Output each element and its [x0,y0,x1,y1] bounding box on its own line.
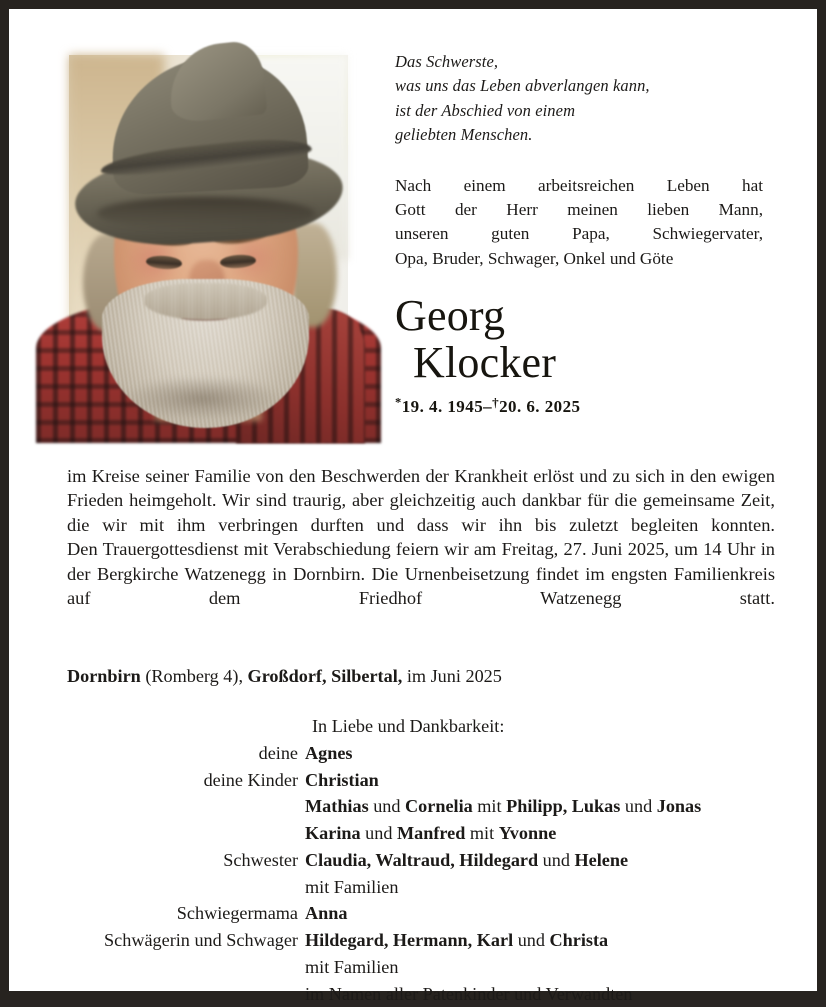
notice-date: im Juni 2025 [402,666,502,686]
photo-hat-brim-shadow [97,197,315,231]
body-paragraph-1: im Kreise seiner Familie von den Beschwerden der Krankheit erlöst und zu sich in den ewigen Frieden heimgeholt. Wir sind traurig, aber gleichzeitig auch dankbar für die gemeinsame Zeit, die wir mit ihm verbringen durften und dass wir ihn bis zuletzt begleiten konnten. [67,464,775,537]
family-names: Anna [305,900,817,927]
family-row [9,874,817,901]
family-names: Agnes [305,740,817,767]
place-secondary: Großdorf, Silbertal, [248,666,403,686]
epigraph-line-2: was uns das Leben abverlangen kann, [395,74,769,98]
life-dates [395,395,769,417]
family-names: mit Familien [305,954,817,981]
portrait-photo-inner [69,55,348,428]
family-relation: Schwiegermama [9,900,305,927]
place-address: (Romberg 4), [141,666,248,686]
family-heading: In Liebe und Dankbarkeit: [9,713,817,740]
body-text [67,464,775,611]
intro-line-3: unseren guten Papa, Schwiegervater, [395,222,763,246]
family-relation: deine Kinder [9,767,305,794]
right-column [395,9,769,417]
family-row [9,767,817,794]
family-row [9,900,817,927]
family-relation: Schwester [9,847,305,874]
family-names: Karina und Manfred mit Yvonne [305,820,817,847]
death-cross-icon: † [492,395,499,410]
family-rows [9,740,817,1007]
intro-line-2: Gott der Herr meinen lieben Mann, [395,198,763,222]
epigraph-line-3: ist der Abschied von einem [395,99,769,123]
deceased-name [395,293,769,385]
family-row [9,954,817,981]
family-relation: deine [9,740,305,767]
photo-moustache [144,283,267,320]
death-date: 20. 6. 2025 [499,397,580,416]
family-names: im Namen aller Patenkinder und Verwandten [305,981,817,1007]
birth-date: 19. 4. 1945 [402,397,483,416]
family-names: Claudia, Waltraud, Hildegard und Helene [305,847,817,874]
place-and-date-line [67,666,502,687]
photo-beard-shadow [125,376,281,421]
family-row [9,820,817,847]
family-row [9,927,817,954]
family-names: Hildegard, Hermann, Karl und Christa [305,927,817,954]
top-area [9,9,817,429]
photo-hat-peak [166,39,268,123]
family-names: mit Familien [305,874,817,901]
family-list [9,713,817,1007]
family-names: Christian [305,767,817,794]
last-name: Klocker [395,340,769,386]
intro-line-4: Opa, Bruder, Schwager, Onkel und Göte [395,247,763,271]
epigraph [395,50,769,148]
epigraph-line-4: geliebten Menschen. [395,123,769,147]
obituary-page [9,9,817,991]
family-names: Mathias und Cornelia mit Philipp, Lukas und Jonas [305,793,817,820]
epigraph-line-1: Das Schwerste, [395,50,769,74]
place-primary: Dornbirn [67,666,141,686]
first-name: Georg [395,293,769,339]
birth-star-icon: * [395,395,402,409]
family-row [9,847,817,874]
family-row [9,740,817,767]
intro-text [395,174,763,272]
portrait-photo [69,55,348,428]
intro-line-1: Nach einem arbeitsreichen Leben hat [395,174,763,198]
date-separator: – [483,397,492,416]
body-paragraph-2: Den Trauergottesdienst mit Verabschiedung feiern wir am Freitag, 27. Juni 2025, um 14 Uhr in der Bergkirche Watzenegg in Dornbirn. Die Urnenbeisetzung findet im engsten Familienkreis auf dem Friedhof Watzenegg statt. [67,537,775,610]
family-relation: Schwägerin und Schwager [9,927,305,954]
family-row [9,981,817,1007]
family-row [9,793,817,820]
